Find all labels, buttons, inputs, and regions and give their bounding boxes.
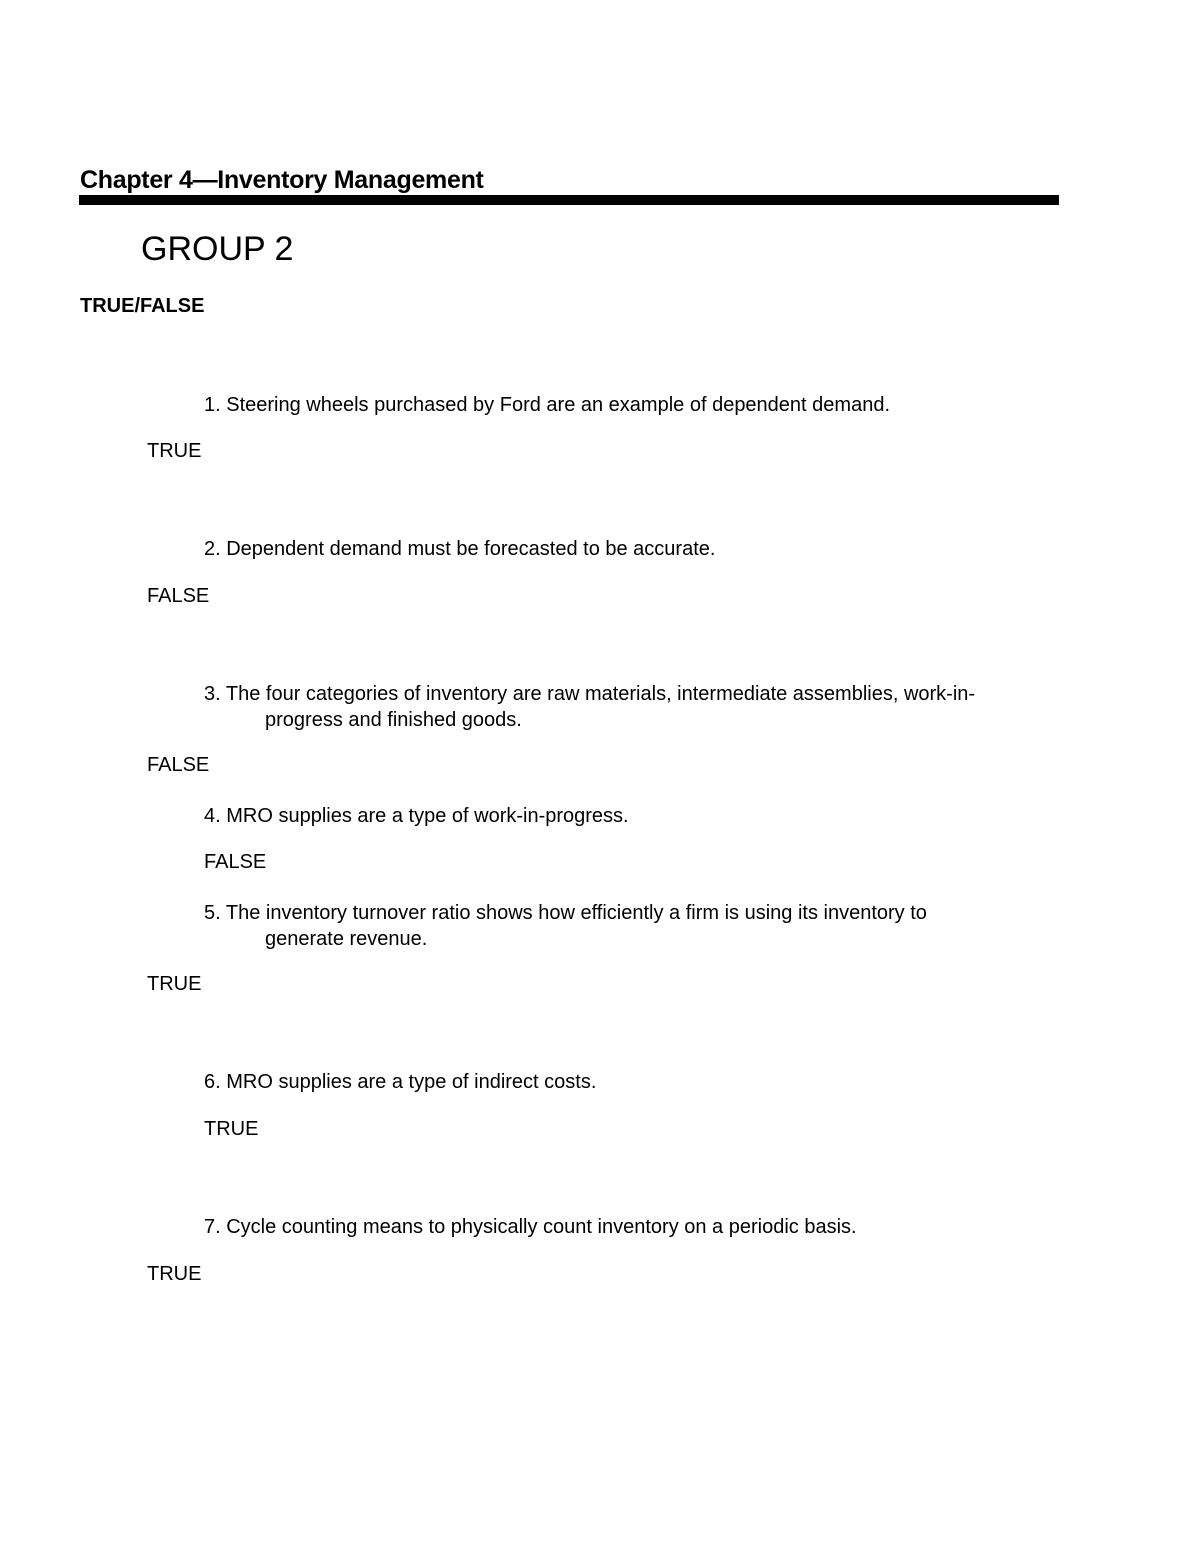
- answer-3: FALSE: [147, 754, 210, 776]
- question-text: 2. Dependent demand must be forecasted to be accurate.: [204, 538, 716, 560]
- answer-1: TRUE: [147, 440, 202, 462]
- question-5: [204, 900, 927, 952]
- question-2: [204, 536, 715, 562]
- question-4: [204, 803, 629, 829]
- question-3: [204, 681, 975, 733]
- answer-6: TRUE: [204, 1118, 259, 1140]
- question-text: 3. The four categories of inventory are raw materials, intermediate assemblies, work-in-: [204, 683, 976, 705]
- question-text: 6. MRO supplies are a type of indirect costs.: [204, 1071, 597, 1093]
- answer-7: TRUE: [147, 1263, 202, 1285]
- question-text-continuation: generate revenue.: [265, 928, 428, 950]
- answer-2: FALSE: [147, 585, 210, 607]
- question-text: 7. Cycle counting means to physically count inventory on a periodic basis.: [204, 1216, 857, 1238]
- question-text-continuation: progress and finished goods.: [265, 709, 522, 731]
- chapter-title: Chapter 4—Inventory Management: [80, 166, 484, 194]
- question-text: 1. Steering wheels purchased by Ford are an example of dependent demand.: [204, 394, 890, 416]
- question-text: 4. MRO supplies are a type of work-in-progress.: [204, 805, 629, 827]
- question-7: [204, 1214, 857, 1240]
- group-title: GROUP 2: [141, 230, 294, 268]
- question-text: 5. The inventory turnover ratio shows how efficiently a firm is using its inventory to: [204, 902, 927, 924]
- answer-5: TRUE: [147, 973, 202, 995]
- title-rule: [79, 195, 1059, 205]
- section-label: TRUE/FALSE: [80, 295, 205, 317]
- question-6: [204, 1069, 596, 1095]
- answer-4: FALSE: [204, 851, 267, 873]
- question-1: [204, 392, 890, 418]
